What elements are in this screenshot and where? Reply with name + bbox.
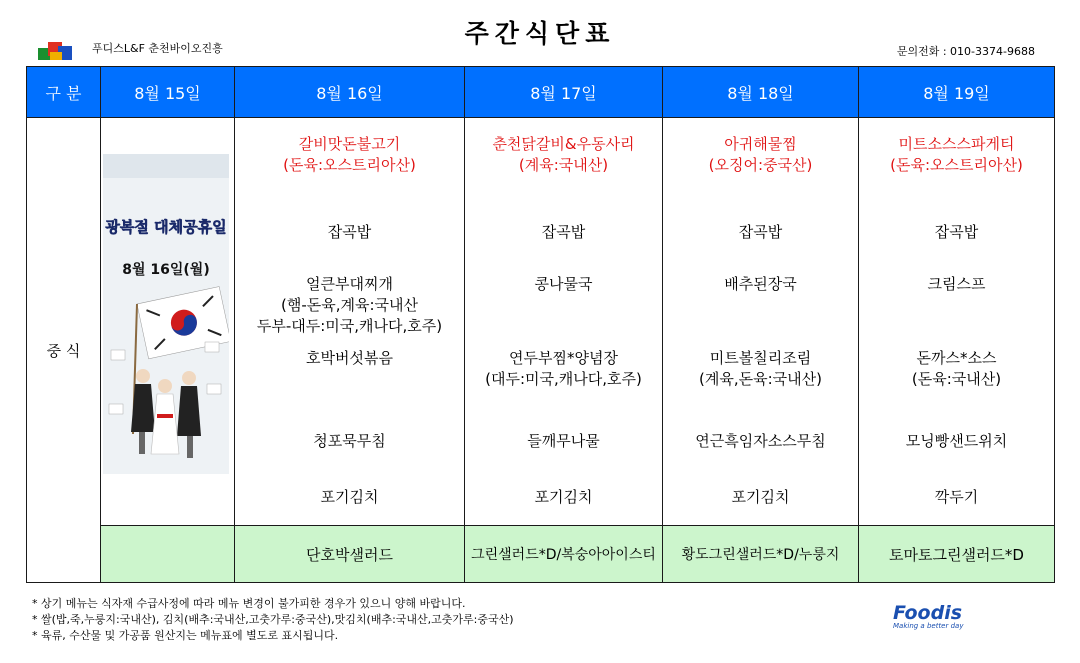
day-cell: [859, 118, 1055, 526]
soup: 배추된장국: [724, 275, 797, 293]
side-dish: 호박버섯볶음: [306, 349, 393, 367]
side-dish-2: 들깨무나물: [527, 432, 600, 450]
main-dish: 미트소스스파게티 (돈육:오스트리아산): [890, 135, 1023, 174]
holiday-cell: [101, 118, 235, 526]
footnote: * 쌀(밥,죽,누룽지:국내산), 김치(배추:국내산,고춧가루:중국산),맛김치(배추:국내산,고춧가루:중국산): [32, 613, 514, 626]
extra-cell: 그린샐러드*D/복숭아아이스티: [465, 526, 663, 583]
header-day: 8월 16일: [235, 67, 465, 118]
header-day: 8월 18일: [663, 67, 859, 118]
side-dish-2: 청포묵무침: [313, 432, 386, 450]
rice: 잡곡밥: [738, 223, 783, 241]
side-dish: 연두부찜*양념장 (대두:미국,캐나다,호주): [485, 349, 642, 388]
footnotes: [32, 596, 514, 644]
side-dish-2: 모닝빵샌드위치: [905, 432, 1008, 450]
header-day: 8월 15일: [101, 67, 235, 118]
footnote: * 육류, 수산물 및 가공품 원산지는 메뉴표에 별도로 표시됩니다.: [32, 629, 339, 642]
kimchi: 포기김치: [731, 488, 790, 506]
day-cell: [465, 118, 663, 526]
holiday-poster-image: [103, 154, 229, 474]
page-title: 주간식단표: [464, 19, 616, 48]
rice: 잡곡밥: [541, 223, 586, 241]
main-dish: 춘천닭갈비&우동사리 (계육:국내산): [492, 135, 635, 174]
extra-row: [27, 526, 1055, 583]
day-cell: [235, 118, 465, 526]
brand-logo: [893, 602, 963, 630]
side-dish-2: 연근흑임자소스무침: [695, 432, 826, 450]
header-category: 구 분: [27, 67, 101, 118]
header-row: [27, 67, 1055, 118]
extra-cell: 단호박샐러드: [235, 526, 465, 583]
poster-title: 광복절 대체공휴일: [105, 218, 227, 236]
main-dish: 아귀해물찜 (오징어:중국산): [708, 135, 813, 174]
soup: 콩나물국: [534, 275, 593, 293]
extra-cell: 토마토그린샐러드*D: [859, 526, 1055, 583]
header-day: 8월 17일: [465, 67, 663, 118]
soup: 얼큰부대찌개 (햄-돈육,계육:국내산 두부-대두:미국,캐나다,호주): [256, 275, 443, 335]
day-cell: [663, 118, 859, 526]
lunch-label: 중 식: [27, 118, 101, 583]
rice: 잡곡밥: [327, 223, 372, 241]
extra-cell-empty: [101, 526, 235, 583]
soup: 크림스프: [927, 275, 986, 293]
brand-name: Foodis: [893, 602, 963, 624]
kimchi: 포기김치: [320, 488, 379, 506]
header-day: 8월 19일: [859, 67, 1055, 118]
lunch-row: [27, 118, 1055, 526]
main-dish: 갈비맛돈불고기 (돈육:오스트리아산): [283, 135, 416, 174]
kimchi: 포기김치: [534, 488, 593, 506]
contact-phone: 문의전화 : 010-3374-9688: [896, 45, 1035, 58]
kimchi: 깍두기: [934, 488, 979, 506]
weekly-menu-table: [26, 66, 1055, 583]
footnote: * 상기 메뉴는 식자재 수급사정에 따라 메뉴 변경이 불가피한 경우가 있으니 양해 바랍니다.: [32, 597, 466, 610]
brand-tagline: Making a better day: [893, 622, 964, 630]
company-name: 푸디스L&F 춘천바이오진흥: [92, 42, 223, 55]
side-dish: 돈까스*소스 (돈육:국내산): [911, 349, 1002, 388]
company-logo-icon: [36, 38, 76, 62]
extra-cell: 황도그린샐러드*D/누룽지: [663, 526, 859, 583]
rice: 잡곡밥: [934, 223, 979, 241]
side-dish: 미트볼칠리조림 (계육,돈육:국내산): [699, 349, 822, 388]
poster-date: 8월 16일(월): [122, 262, 210, 278]
